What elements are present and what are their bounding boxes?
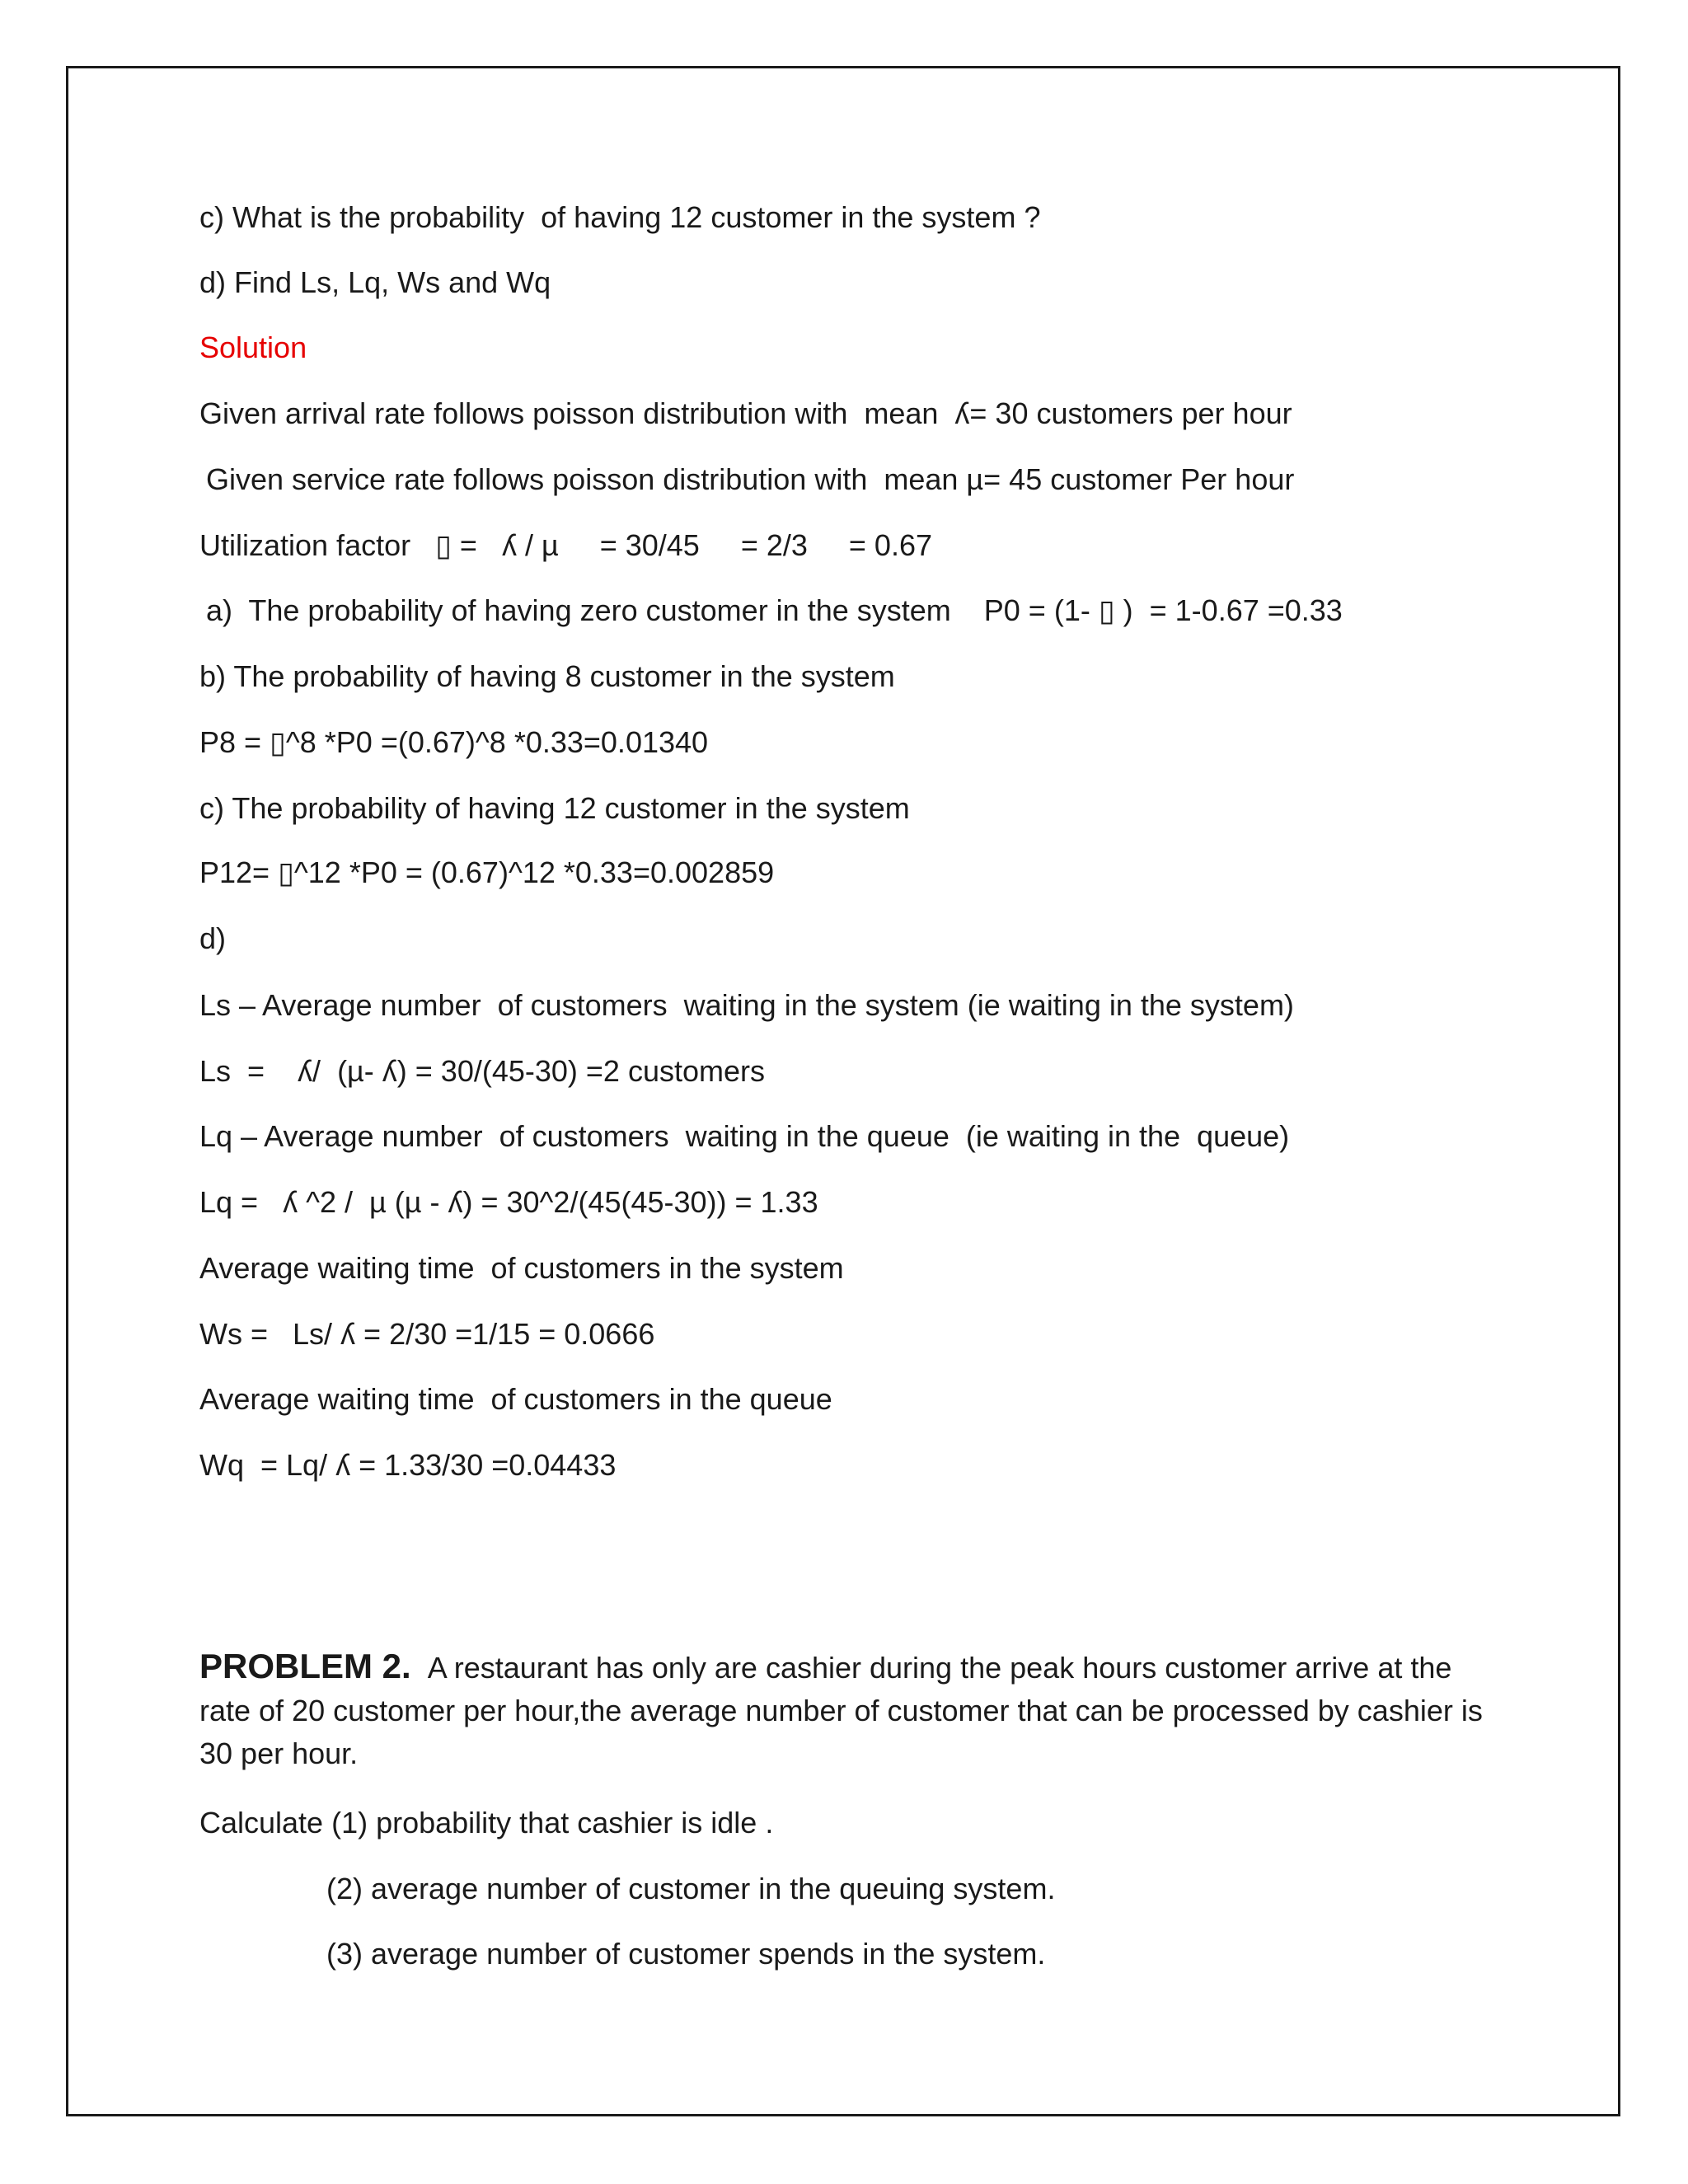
answer-c-heading: c) The probability of having 12 customer in the system [199, 791, 910, 825]
lq-formula: Lq = ʎ ^2 / µ (µ - ʎ) = 30^2/(45(45-30)) = 1.33 [199, 1185, 818, 1219]
arrival-rate-text: Given arrival rate follows poisson distribution with mean ʎ= 30 customers per hour [199, 396, 1292, 430]
problem-2-heading: PROBLEM 2. [199, 1647, 411, 1685]
problem-2-text: A restaurant has only are cashier during the peak hours customer arrive at the rate of 20 customer per hour,the average number of customer that can be processed by cashier is 30 per hour. [199, 1651, 1483, 1770]
answer-b-heading: b) The probability of having 8 customer in the system [199, 659, 895, 693]
answer-d-heading: d) [199, 921, 227, 955]
wq-definition: Average waiting time of customers in the queue [199, 1382, 832, 1416]
utilization-factor-text: Utilization factor ▯ = ʎ / µ = 30/45 = 2/3 = 0.67 [199, 528, 932, 562]
problem-2-item-3: (3) average number of customer spends in the system. [326, 1937, 1046, 1971]
question-c: c) What is the probability of having 12 customer in the system ? [199, 200, 1041, 234]
problem-2-paragraph [199, 1645, 1502, 1775]
wq-formula: Wq = Lq/ ʎ = 1.33/30 =0.04433 [199, 1448, 617, 1482]
ws-formula: Ws = Ls/ ʎ = 2/30 =1/15 = 0.0666 [199, 1317, 655, 1351]
p8-formula: P8 = ▯^8 *P0 =(0.67)^8 *0.33=0.01340 [199, 725, 709, 759]
ls-formula: Ls = ʎ/ (µ- ʎ) = 30/(45-30) =2 customers [199, 1054, 765, 1088]
ls-definition: Ls – Average number of customers waiting in the system (ie waiting in the system) [199, 988, 1294, 1022]
p12-formula: P12= ▯^12 *P0 = (0.67)^12 *0.33=0.002859 [199, 855, 775, 889]
ws-definition: Average waiting time of customers in the system [199, 1251, 844, 1285]
answer-a-text: a) The probability of having zero customer in the system P0 = (1- ▯ ) = 1-0.67 =0.33 [206, 593, 1343, 627]
problem-2-item-2: (2) average number of customer in the queuing system. [326, 1872, 1056, 1905]
service-rate-text: Given service rate follows poisson distribution with mean µ= 45 customer Per hour [206, 462, 1295, 496]
solution-heading: Solution [199, 330, 307, 364]
question-d: d) Find Ls, Lq, Ws and Wq [199, 265, 551, 299]
lq-definition: Lq – Average number of customers waiting in the queue (ie waiting in the queue) [199, 1119, 1290, 1153]
problem-2-calculate: Calculate (1) probability that cashier is idle . [199, 1806, 774, 1840]
